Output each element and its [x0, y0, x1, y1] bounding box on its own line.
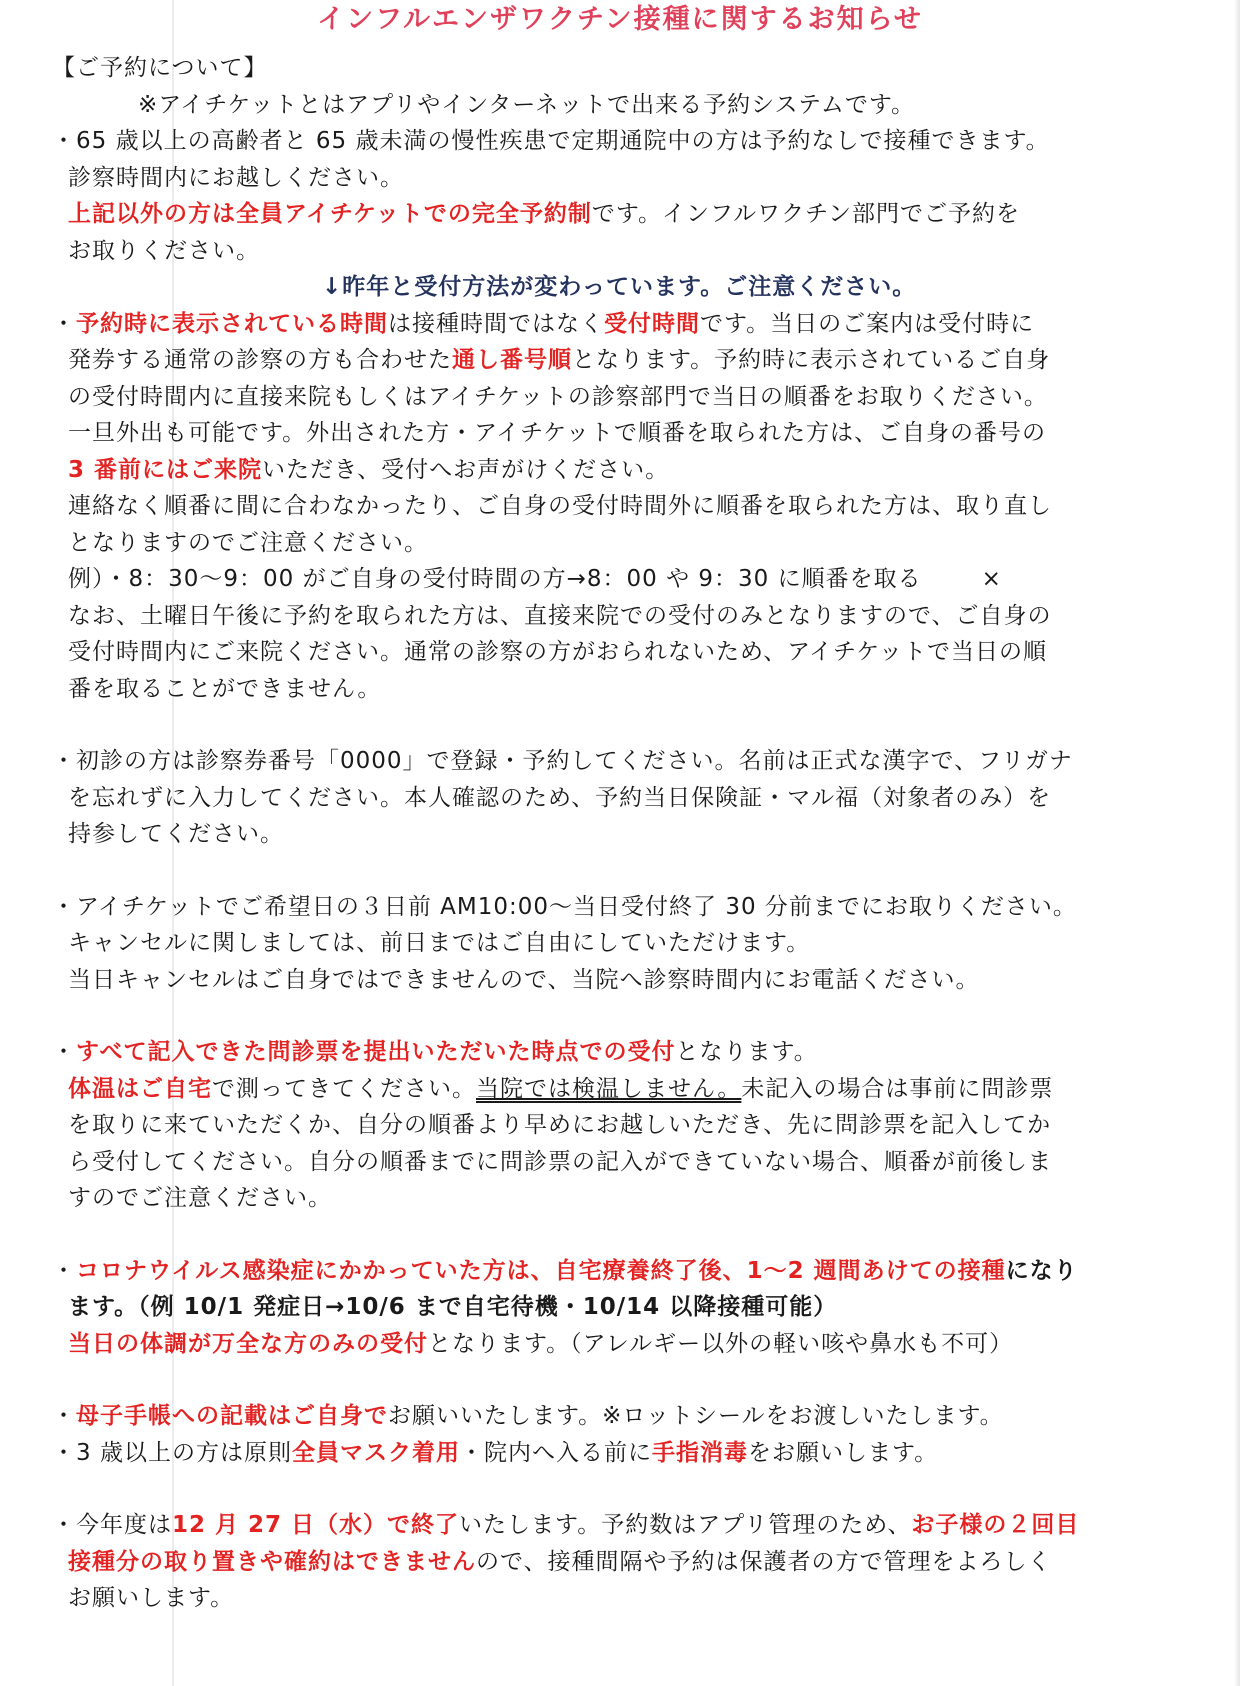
- text-line: [52, 1034, 1222, 1071]
- text-line: 診察時間内にお越しください。: [68, 164, 404, 191]
- text-line: [52, 1398, 1222, 1435]
- text-line: ます。（例 10/1 発症日→10/6 まで自宅待機・10/14 以降接種可能）: [68, 1294, 838, 1320]
- highlight-text: 受付時間: [604, 310, 700, 337]
- text-line: すのでご注意ください。: [68, 1185, 332, 1211]
- highlight-text: すべて記入できた問診票を提出いただいた時点での受付: [76, 1039, 676, 1065]
- highlight-text: 母子手帳への記載はご自身で: [76, 1403, 388, 1429]
- highlight-text: 手指消毒: [651, 1439, 748, 1466]
- notice-body: [52, 50, 1222, 1617]
- text-line: 当日キャンセルはご自身ではできませんので、当院へ診察時間内にお電話ください。: [68, 966, 980, 993]
- text-line: の受付時間内に直接来院もしくはアイチケットの診察部門で当日の順番をお取りください。: [68, 383, 1048, 410]
- text-line: [52, 196, 1222, 233]
- highlight-text: 予約時に表示されている時間: [76, 310, 388, 337]
- text-line: となりますのでご注意ください。: [68, 529, 428, 556]
- text-line: [52, 1507, 1222, 1544]
- section-header: 【ご予約について】: [52, 55, 268, 81]
- text-line: [52, 1544, 1222, 1581]
- text-line: ・初診の方は診察券番号「0000」で登録・予約してください。名前は正式な漢字で、フリガナ: [52, 748, 1073, 774]
- highlight-text: コロナウイルス感染症にかかっていた方は、自宅療養終了後、1～2 週間あけての接種: [76, 1257, 1006, 1284]
- highlight-text: 12 月 27 日（水）で終了: [172, 1512, 460, 1538]
- text-line: 持参してください。: [68, 821, 284, 847]
- plain-text: お願いいたします。※ロットシールをお渡しいたします。: [388, 1403, 1004, 1429]
- plain-text: いたします。予約数はアプリ管理のため、: [459, 1512, 912, 1538]
- plain-text: です。インフルワクチン部門でご予約を: [591, 201, 1020, 227]
- text-line: ・アイチケットでご希望日の３日前 AM10:00～当日受付終了 30 分前までにお取りください。: [52, 893, 1077, 920]
- text-line: お取りください。: [68, 237, 260, 264]
- spacer: [52, 1217, 1222, 1253]
- text-line: ※アイチケットとはアプリやインターネットで出来る予約システムです。: [138, 91, 916, 118]
- text-line: 連絡なく順番に間に合わなかったり、ご自身の受付時間外に順番を取られた方は、取り直し: [68, 493, 1052, 519]
- plain-text: となります。予約時に表示されているご自身: [572, 347, 1051, 373]
- highlight-text: 当日の体調が万全な方のみの受付: [68, 1330, 428, 1357]
- text-line: 受付時間内にご来院ください。通常の診察の方がおられないため、アイチケットで当日の順: [68, 639, 1047, 665]
- spacer: [52, 853, 1222, 889]
- bullet: ・: [52, 310, 76, 337]
- text-line: [52, 306, 1222, 343]
- spacer: [52, 1471, 1222, 1507]
- text-line: キャンセルに関しましては、前日まではご自由にしていただけます。: [68, 930, 811, 956]
- text-line: お願いします。: [68, 1585, 235, 1611]
- plain-text: ・3 歳以上の方は原則: [52, 1439, 292, 1466]
- plain-text: となります。（アレルギー以外の軽い咳や鼻水も不可）: [428, 1330, 1014, 1357]
- text-line: [52, 561, 1222, 598]
- text-line: 一旦外出も可能です。外出された方・アイチケットで順番を取られた方は、ご自身の番号の: [68, 420, 1047, 446]
- highlight-text: 上記以外の方は全員アイチケットでの完全予約制: [68, 201, 592, 227]
- bullet: ・: [52, 1257, 76, 1284]
- text-line: ら受付してください。自分の順番までに問診票の記入ができていない場合、順番が前後しま: [68, 1148, 1052, 1175]
- bold-text: になり: [1005, 1257, 1078, 1284]
- highlight-text: 全員マスク着用: [291, 1439, 460, 1466]
- text-line: [52, 1326, 1222, 1363]
- plain-text: で測ってきてください。: [212, 1075, 476, 1102]
- cross-mark: ×: [981, 566, 1002, 592]
- plain-text: いただき、受付へお声がけください。: [262, 456, 670, 483]
- text-line: を取りに来ていただくか、自分の順番より早めにお越しいただき、先に問診票を記入してか: [68, 1112, 1052, 1138]
- plain-text: ・今年度は: [52, 1512, 172, 1538]
- highlight-text: 3 番前にはご来院: [68, 456, 263, 483]
- plain-text: 発券する通常の診察の方も合わせた: [68, 347, 452, 373]
- text-line: [52, 342, 1222, 379]
- paper-edge-shadow: [1234, 0, 1240, 1686]
- text-line: [52, 452, 1222, 489]
- text-line: [52, 1071, 1222, 1108]
- text-line: 番を取ることができません。: [68, 675, 382, 702]
- plain-text: をお願いします。: [747, 1439, 939, 1466]
- plain-text: です。当日のご案内は受付時に: [700, 310, 1035, 337]
- text-line: を忘れずに入力してください。本人確認のため、予約当日保険証・マル福（対象者のみ）を: [68, 784, 1052, 811]
- plain-text: となります。: [675, 1039, 818, 1065]
- plain-text: ・院内へ入る前に: [459, 1439, 652, 1466]
- highlight-text: お子様の２回目: [911, 1512, 1080, 1538]
- highlight-text: 接種分の取り置きや確約はできません: [68, 1548, 476, 1575]
- change-notice: ↓昨年と受付方法が変わっています。ご注意ください。: [322, 274, 917, 300]
- bullet: ・: [52, 1403, 76, 1429]
- plain-text: は接種時間ではなく: [388, 310, 604, 337]
- spacer: [52, 1362, 1222, 1398]
- highlight-text: 通し番号順: [452, 347, 572, 373]
- spacer: [52, 707, 1222, 743]
- example-text: 例）・8：30～9：00 がご自身の受付時間の方→8：00 や 9：30 に順番を取る: [68, 566, 922, 592]
- highlight-text: 体温はご自宅: [68, 1075, 212, 1102]
- page-title: インフルエンザワクチン接種に関するお知らせ: [317, 4, 923, 35]
- plain-text: ので、接種間隔や予約は保護者の方で管理をよろしく: [476, 1548, 1052, 1575]
- text-line: ・65 歳以上の高齢者と 65 歳未満の慢性疾患で定期通院中の方は予約なしで接種できます。: [52, 128, 1050, 154]
- underlined-text: 当院では検温しません。: [476, 1075, 742, 1102]
- text-line: [52, 1435, 1222, 1472]
- text-line: なお、土曜日午後に予約を取られた方は、直接来院での受付のみとなりますので、ご自身の: [68, 602, 1052, 629]
- plain-text: 未記入の場合は事前に問診票: [741, 1075, 1054, 1102]
- text-line: [52, 1253, 1222, 1290]
- bullet: ・: [52, 1039, 76, 1065]
- spacer: [52, 998, 1222, 1034]
